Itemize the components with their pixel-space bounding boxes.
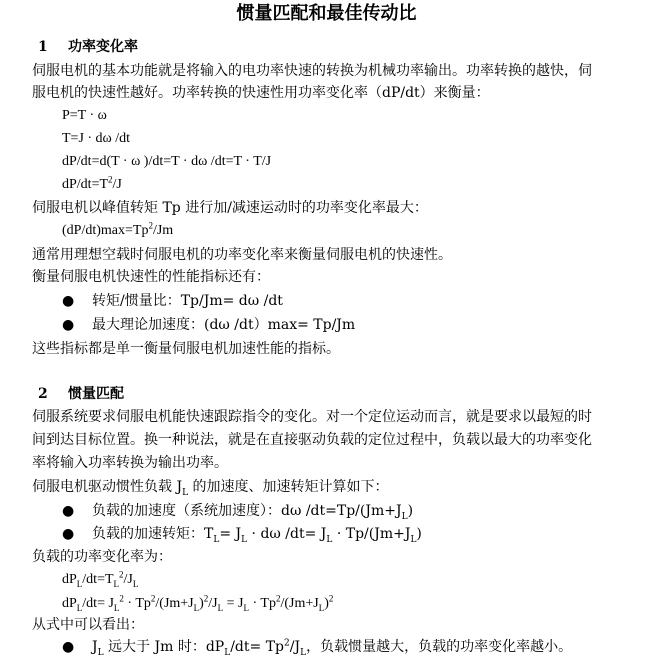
s1-paragraph-5: 衡量伺服电机快速性的性能指标还有：: [32, 269, 270, 285]
s1-paragraph-2: 服电机的快速性越好。功率转换的快速性用功率变化率（dP/dt）来衡量：: [32, 85, 490, 101]
s1-formula-2: T=J · dω /dt: [62, 131, 131, 146]
section-2-number: 2: [38, 386, 48, 402]
section-1-title: 功率变化率: [68, 39, 138, 55]
s1-bullet-1: ● 转矩/惯量比：Tp/Jm= dω /dt: [62, 290, 283, 312]
s1-bullet-2: ● 最大理论加速度：(dω /dt）max= Tp/Jm: [62, 314, 355, 336]
s1-formula-5: $(dP/dt)\max=Tp^2/Jm$: [62, 220, 174, 238]
section-1-number: 1: [38, 39, 48, 55]
s2-formula-1: $dP_L/dt=T_L^2/J_L$: [62, 569, 139, 589]
s1-formula-3: dP/dt=d(T · ω )/dt=T · dω /dt=T · T/J: [62, 154, 272, 169]
s2-paragraph-4: 伺服电机驱动惯性负载 $J_L$ 的加速度、加速转矩计算如下：: [32, 479, 389, 498]
bullet-icon: ●: [62, 503, 75, 519]
section-1-heading: [38, 36, 138, 58]
bullet-icon: ●: [62, 293, 75, 309]
s2-bullet-2: ● 负载的加速转矩：$T_L= J_L \cdot d\omega$ $/dt= J_L \cdot Tp/(Jm+J_L)$: [62, 523, 422, 545]
s1-paragraph-6: 这些指标都是单一衡量伺服电机加速性能的指标。: [32, 341, 340, 357]
s2-paragraph-2: 间到达目标位置。换一种说法，就是在直接驱动负载的定位过程中，负载以最大的功率变化: [32, 432, 592, 448]
s1-paragraph-4: 通常用理想空载时伺服电机的功率变化率来衡量伺服电机的快速性。: [32, 247, 452, 263]
s1-paragraph-3: 伺服电机以峰值转矩 Tp 进行加/减速运动时的功率变化率最大：: [32, 200, 428, 216]
s2-bullet-3: ● $J_L$ 远大于 Jm 时：$dP_L/dt= Tp^2/J_L$，负载惯量越大，负载的功率变化率越小。: [62, 636, 572, 658]
s2-paragraph-6: 从式中可以看出：: [32, 617, 144, 633]
page-title: 惯量匹配和最佳传动比: [236, 3, 417, 24]
bullet-icon: ●: [62, 639, 75, 655]
s1-formula-1: P=T · ω: [62, 108, 107, 123]
s2-formula-2: $dP_L/dt= J_L^2 \cdot Tp^2/(Jm+J_L)^2/J_L = J_L \cdot Tp^2/(Jm+J_L)^2$: [62, 593, 334, 613]
s2-paragraph-5: 负载的功率变化率为：: [32, 549, 172, 565]
section-2-title: 惯量匹配: [68, 386, 124, 402]
section-2-heading: [38, 383, 124, 405]
s2-bullet-1: ● 负载的加速度（系统加速度）：dω $/dt=Tp/(Jm+J_L)$: [62, 500, 413, 522]
s2-paragraph-1: 伺服系统要求伺服电机能快速跟踪指令的变化。对一个定位运动而言，就是要求以最短的时: [32, 409, 592, 425]
bullet-icon: ●: [62, 526, 75, 542]
bullet-icon: ●: [62, 317, 75, 333]
s2-paragraph-3: 率将输入功率转换为输出功率。: [32, 455, 228, 471]
s1-paragraph-1: 伺服电机的基本功能就是将输入的电功率快速的转换为机械功率输出。功率转换的越快，伺: [32, 63, 592, 79]
s1-formula-4: $dP/dt=T^2/J$: [62, 174, 122, 192]
